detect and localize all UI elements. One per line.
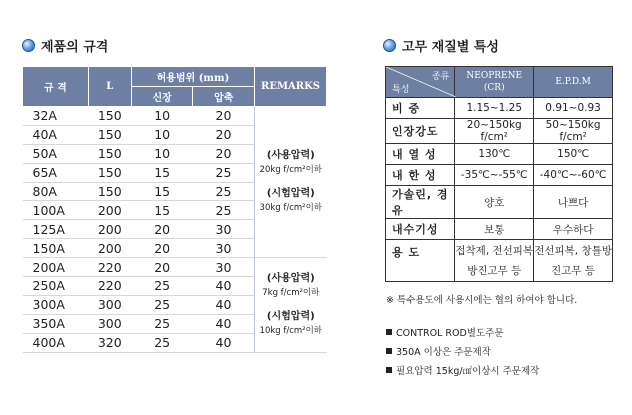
table-row — [386, 165, 613, 186]
cell-compress: 25 — [193, 182, 255, 201]
cell-spec: 400A — [23, 333, 89, 352]
square-bullet-icon — [386, 348, 392, 354]
list-item-text: 필요압력 15kg/㎠이상시 주문제작 — [396, 366, 540, 377]
cell-extend: 20 — [131, 220, 193, 239]
spec-section-title — [22, 36, 108, 55]
prop-label: 내 열 성 — [386, 144, 455, 165]
remarks-use-value: 7kg f/cm²이하 — [262, 287, 320, 298]
header-property: 특성 — [392, 85, 410, 95]
table-row — [386, 119, 613, 144]
table-row — [386, 219, 613, 240]
cell-compress: 25 — [193, 201, 255, 220]
value-epdm: 50~150kg f/cm² — [534, 119, 613, 144]
cell-extend: 25 — [131, 333, 193, 352]
cell-compress: 30 — [193, 239, 255, 258]
neoprene-label: NEOPRENE — [466, 71, 523, 81]
cell-L: 300 — [88, 295, 131, 314]
cell-compress: 20 — [193, 144, 255, 163]
cell-spec: 40A — [23, 125, 89, 144]
table-row — [23, 258, 327, 277]
spec-table — [22, 66, 327, 353]
bullet-icon — [383, 39, 396, 52]
header-extend: 신장 — [131, 87, 193, 107]
cell-compress: 40 — [193, 314, 255, 333]
remarks-use-value: 20kg f/cm²이하 — [259, 165, 323, 176]
cell-spec: 65A — [23, 163, 89, 182]
cell-L: 320 — [88, 333, 131, 352]
cell-spec: 80A — [23, 182, 89, 201]
list-item-text: 350A 이상은 주문제작 — [396, 347, 491, 358]
cell-spec: 200A — [23, 258, 89, 277]
use-epdm-1: 전선피복, 창틀방 — [534, 240, 613, 261]
value-cr: 양호 — [455, 186, 534, 219]
cell-L: 150 — [88, 163, 131, 182]
cell-extend: 10 — [131, 144, 193, 163]
prop-label: 내 한 성 — [386, 165, 455, 186]
value-cr: 1.15~1.25 — [455, 98, 534, 119]
prop-label: 비 중 — [386, 98, 455, 119]
cell-spec: 125A — [23, 220, 89, 239]
cell-compress: 30 — [193, 258, 255, 277]
header-diagonal-cell — [386, 67, 455, 98]
remarks-cell — [255, 107, 327, 258]
header-compress: 압축 — [193, 87, 255, 107]
value-epdm: 0.91~0.93 — [534, 98, 613, 119]
cell-L: 200 — [88, 239, 131, 258]
material-table — [385, 66, 613, 282]
cell-compress: 40 — [193, 333, 255, 352]
remarks-cell — [255, 258, 327, 352]
cell-spec: 300A — [23, 295, 89, 314]
header-kind: 종류 — [431, 72, 450, 82]
value-cr: -35℃~-55℃ — [455, 165, 534, 186]
value-cr: 20~150kg f/cm² — [455, 119, 534, 144]
table-row — [386, 186, 613, 219]
cell-L: 200 — [88, 220, 131, 239]
material-title-text: 고무 재질별 특성 — [402, 40, 499, 55]
use-cr-2: 방진고무 등 — [455, 261, 534, 282]
value-epdm: 나쁘다 — [534, 186, 613, 219]
cell-spec: 250A — [23, 277, 89, 296]
prop-label: 인장강도 — [386, 119, 455, 144]
value-cr: 130℃ — [455, 144, 534, 165]
cell-L: 150 — [88, 144, 131, 163]
list-item-text: CONTROL ROD별도주문 — [396, 328, 504, 339]
header-spec: 규 격 — [23, 67, 89, 107]
cell-compress: 40 — [193, 295, 255, 314]
cell-extend: 20 — [131, 239, 193, 258]
value-epdm: 150℃ — [534, 144, 613, 165]
cell-extend: 15 — [131, 182, 193, 201]
cell-L: 220 — [88, 277, 131, 296]
header-L: L — [88, 67, 131, 107]
table-row — [23, 107, 327, 126]
cell-spec: 50A — [23, 144, 89, 163]
cell-compress: 20 — [193, 125, 255, 144]
cell-spec: 350A — [23, 314, 89, 333]
header-neoprene — [455, 67, 534, 98]
special-use-note: ※ 특수용도에 사용시에는 협의 하여야 합니다. — [386, 295, 578, 306]
cell-compress: 20 — [193, 107, 255, 126]
cell-compress: 30 — [193, 220, 255, 239]
prop-use: 용 도 — [386, 240, 455, 282]
cell-compress: 25 — [193, 163, 255, 182]
square-bullet-icon — [386, 367, 392, 373]
cell-L: 200 — [88, 201, 131, 220]
table-row — [386, 144, 613, 165]
list-item — [386, 363, 539, 377]
cell-extend: 10 — [131, 125, 193, 144]
header-range: 허용범위 (mm) — [131, 67, 254, 87]
value-epdm: 우수하다 — [534, 219, 613, 240]
remarks-test-value: 30kg f/cm²이하 — [259, 203, 323, 214]
table-row — [386, 98, 613, 119]
header-epdm: E.P.D.M — [534, 67, 613, 98]
cell-extend: 10 — [131, 107, 193, 126]
cell-spec: 32A — [23, 107, 89, 126]
cell-extend: 25 — [131, 277, 193, 296]
list-item — [386, 344, 491, 358]
remarks-use-label: (사용압력) — [266, 272, 315, 284]
cell-spec: 150A — [23, 239, 89, 258]
cell-extend: 20 — [131, 258, 193, 277]
material-section-title — [383, 36, 499, 55]
cell-extend: 25 — [131, 314, 193, 333]
cell-compress: 40 — [193, 277, 255, 296]
remarks-test-value: 10kg f/cm²이하 — [259, 325, 323, 336]
bullet-icon — [22, 39, 35, 52]
square-bullet-icon — [386, 329, 392, 335]
use-cr-1: 접착제, 전선피복 — [455, 240, 534, 261]
value-epdm: -40℃~-60℃ — [534, 165, 613, 186]
cell-extend: 15 — [131, 201, 193, 220]
remarks-test-label: (시험압력) — [266, 188, 315, 200]
remarks-test-label: (시험압력) — [266, 310, 315, 322]
cell-spec: 100A — [23, 201, 89, 220]
remarks-use-label: (사용압력) — [266, 150, 315, 162]
cell-L: 300 — [88, 314, 131, 333]
list-item — [386, 325, 504, 339]
prop-label: 내수기성 — [386, 219, 455, 240]
cell-L: 150 — [88, 125, 131, 144]
cell-L: 220 — [88, 258, 131, 277]
prop-label: 가솔린, 경유 — [386, 186, 455, 219]
cell-extend: 15 — [131, 163, 193, 182]
cell-L: 150 — [88, 182, 131, 201]
use-epdm-2: 진고무 등 — [534, 261, 613, 282]
neoprene-sub: (CR) — [483, 83, 505, 93]
header-remarks: REMARKS — [255, 67, 327, 107]
value-cr: 보통 — [455, 219, 534, 240]
cell-extend: 25 — [131, 295, 193, 314]
cell-L: 150 — [88, 107, 131, 126]
spec-title-text: 제품의 규격 — [41, 40, 109, 55]
